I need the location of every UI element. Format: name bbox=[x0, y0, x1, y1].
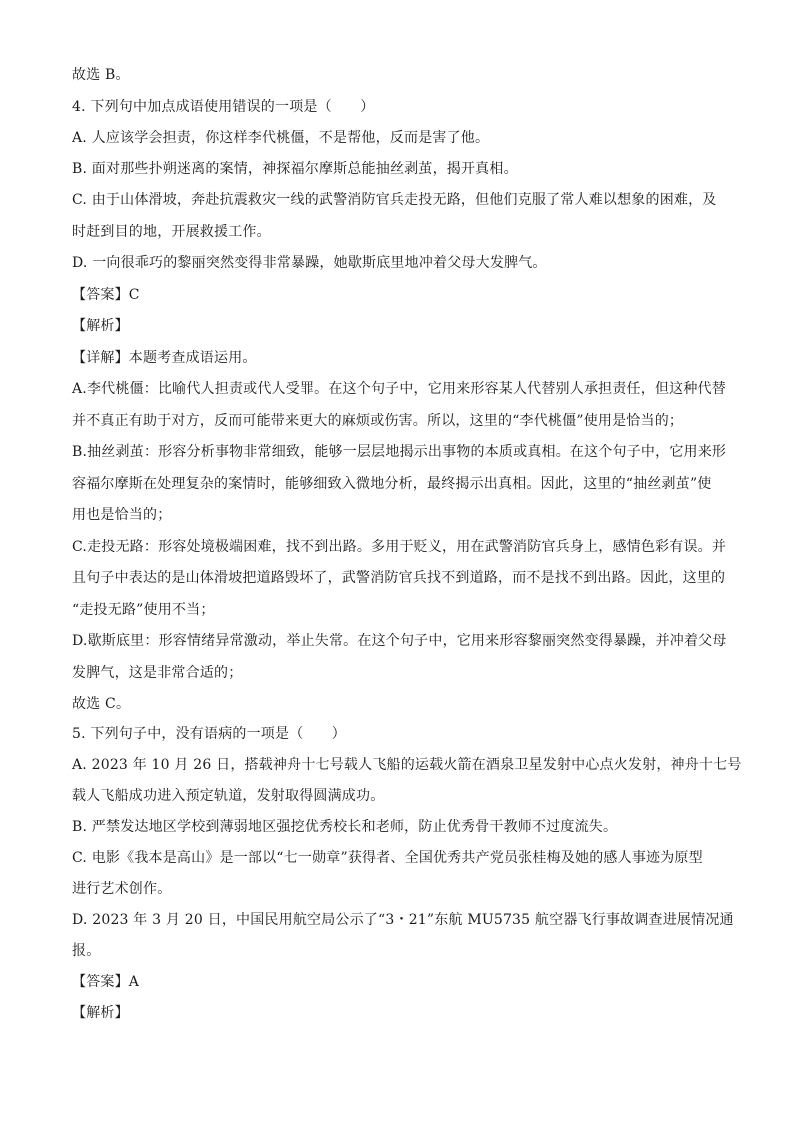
analysis-label: 【解析】 bbox=[72, 1005, 129, 1021]
explanation-d: D.歇斯底里：形容情绪异常激动，举止失常。在这个句子中，它用来形容黎丽突然变得暴躁，并冲着父母 bbox=[72, 633, 727, 649]
question-5-option-b: B. 严禁发达地区学校到薄弱地区强挖优秀校长和老师，防止优秀骨干教师不过度流失。 bbox=[72, 819, 618, 835]
question-4-option-c: C. 由于山体滑坡，奔赴抗震救灾一线的武警消防官兵走投无路，但他们克服了常人难以想象的困难，及 bbox=[72, 192, 717, 208]
question-4-option-d: D. 一向很乖巧的黎丽突然变得非常暴躁，她歇斯底里地冲着父母大发脾气。 bbox=[72, 255, 547, 271]
explanation-c-cont: 且句子中表达的是山体滑坡把道路毁坏了，武警消防官兵找不到道路，而不是找不到出路。因此，这里的 bbox=[72, 570, 726, 586]
question-4-option-a: A. 人应该学会担责，你这样李代桃僵，不是帮他，反而是害了他。 bbox=[72, 130, 490, 146]
conclusion-line: 故选 C。 bbox=[72, 696, 131, 712]
question-4-option-c-cont: 时赶到目的地，开展救援工作。 bbox=[72, 224, 271, 240]
question-5-stem: 5. 下列句子中，没有语病的一项是（ ） bbox=[72, 726, 347, 742]
conclusion-line: 故选 B。 bbox=[72, 67, 130, 83]
explanation-a: A.李代桃僵：比喻代人担责或代人受罪。在这个句子中，它用来形容某人代替别人承担责任，但这种代替 bbox=[72, 381, 726, 397]
explanation-a-cont: 并不真正有助于对方，反而可能带来更大的麻烦或伤害。所以，这里的“李代桃僵”使用是恰当的； bbox=[72, 413, 684, 429]
analysis-label: 【解析】 bbox=[72, 318, 129, 334]
question-5-option-d: D. 2023 年 3 月 20 日，中国民用航空局公示了“3・21”东航 MU5735 航空器飞行事故调查进展情况通 bbox=[72, 912, 734, 928]
question-5-option-c-cont: 进行艺术创作。 bbox=[72, 881, 172, 897]
explanation-b-cont: 容福尔摩斯在处理复杂的案情时，能够细致入微地分析，最终揭示出真相。因此，这里的“抽丝剥茧”使 bbox=[72, 476, 712, 492]
detail-label: 【详解】本题考查成语运用。 bbox=[72, 350, 257, 366]
question-5-option-c: C. 电影《我本是高山》是一部以“七一勋章”获得者、全国优秀共产党员张桂梅及她的感人事迹为原型 bbox=[72, 850, 703, 866]
explanation-d-cont: 发脾气，这是非常合适的； bbox=[72, 665, 243, 681]
question-5-option-a: A. 2023 年 10 月 26 日，搭载神舟十七号载人飞船的运载火箭在酒泉卫星发射中心点火发射，神舟十七号 bbox=[72, 757, 742, 773]
question-5-option-d-cont: 报。 bbox=[72, 943, 101, 959]
explanation-c-cont2: “走投无路”使用不当； bbox=[72, 602, 215, 618]
question-4-stem: 4. 下列句中加点成语使用错误的一项是（ ） bbox=[72, 99, 375, 115]
question-5-option-a-cont: 载人飞船成功进入预定轨道，发射取得圆满成功。 bbox=[72, 788, 385, 804]
explanation-b: B.抽丝剥茧：形容分析事物非常细致，能够一层层地揭示出事物的本质或真相。在这个句子中，它用来形 bbox=[72, 444, 727, 460]
question-4-option-b: B. 面对那些扑朔迷离的案情，神探福尔摩斯总能抽丝剥茧，揭开真相。 bbox=[72, 161, 518, 177]
answer-label: 【答案】C bbox=[72, 287, 140, 303]
explanation-c: C.走投无路：形容处境极端困难，找不到出路。多用于贬义，用在武警消防官兵身上，感情色彩有误。并 bbox=[72, 539, 727, 555]
answer-label: 【答案】A bbox=[72, 974, 140, 990]
explanation-b-cont2: 用也是恰当的； bbox=[72, 507, 172, 523]
